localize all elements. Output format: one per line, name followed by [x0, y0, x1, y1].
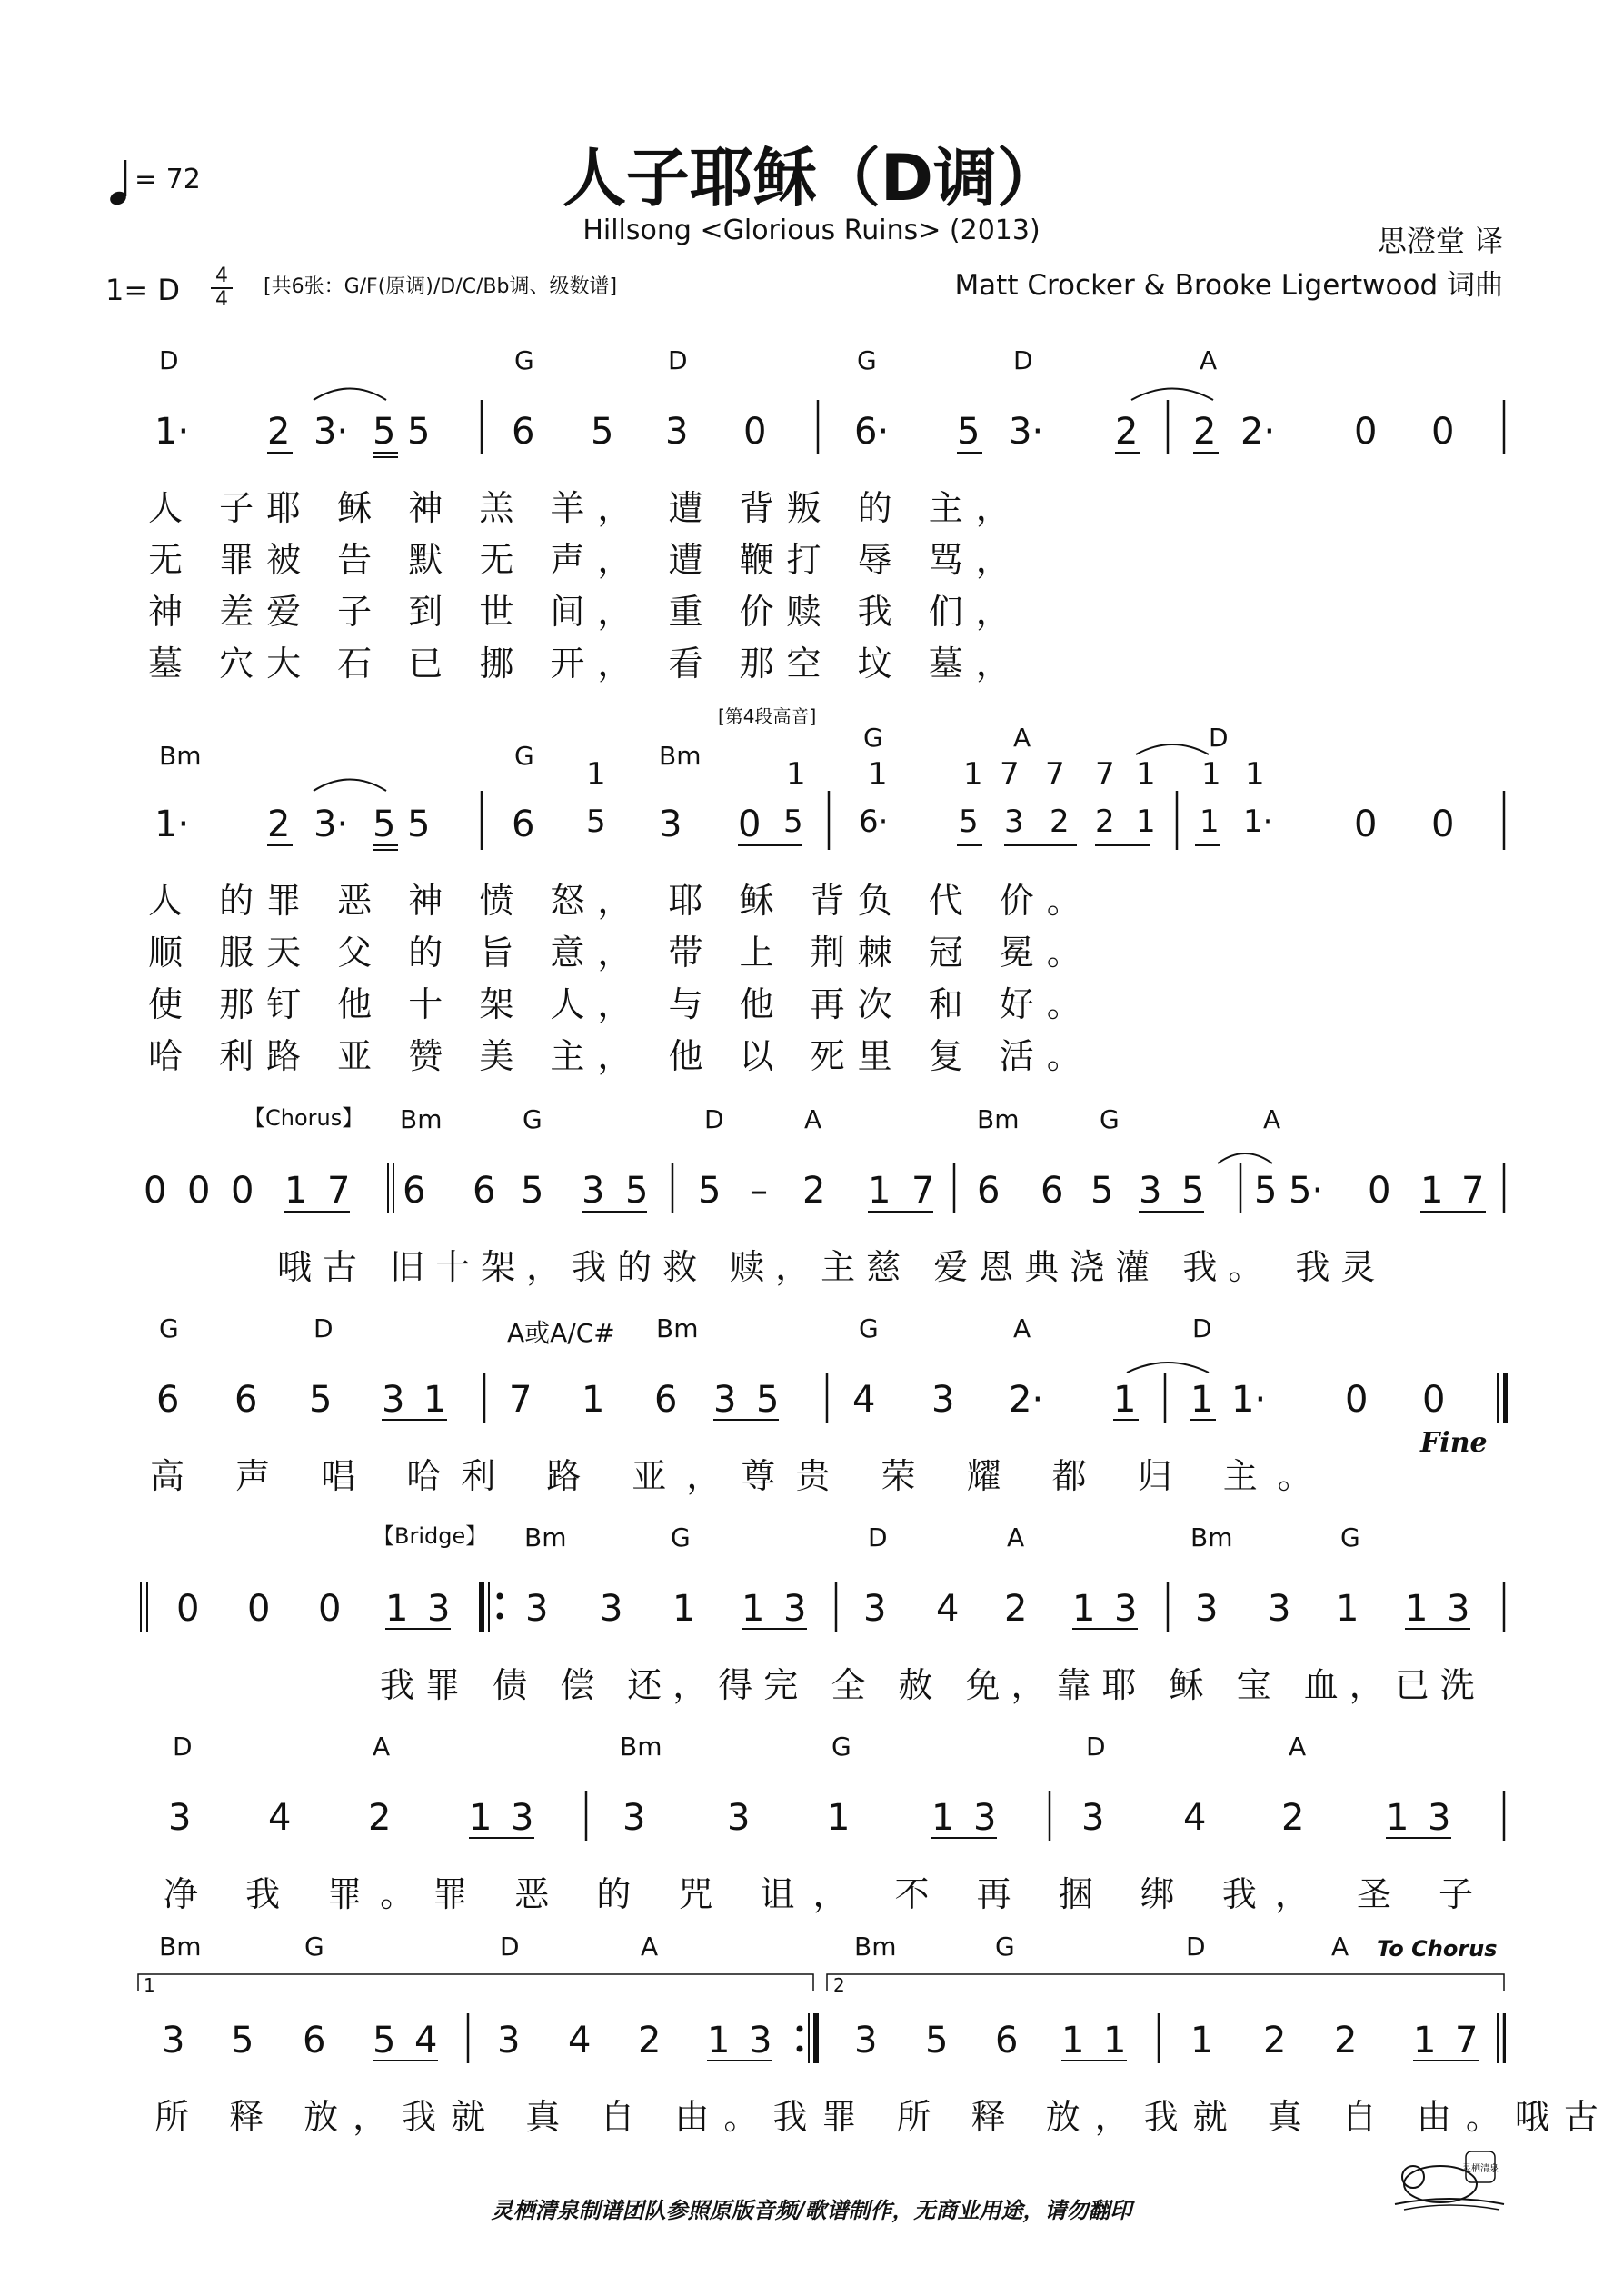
chord: D — [1013, 345, 1033, 375]
lyric-line: 人 子耶 稣 神 羔 羊， 遭 背叛 的 主， — [148, 488, 1023, 528]
note: 6 — [234, 1379, 258, 1421]
note: 0 — [187, 1170, 211, 1212]
note: 6· — [859, 804, 889, 840]
note: 1 — [742, 1588, 765, 1630]
note: 3 — [1004, 804, 1024, 840]
lyric-line: 墓 穴大 石 已 挪 开， 看 那空 坟 墓， — [148, 644, 1023, 684]
footer-note: 灵栖清泉制谱团队参照原版音频/歌谱制作，无商业用途，请勿翻印 — [491, 2197, 1132, 2223]
note: 6 — [995, 2020, 1019, 2061]
note: 6 — [977, 1170, 1001, 1212]
note: 1· — [1243, 804, 1273, 840]
note: 2 — [638, 2020, 662, 2061]
key-note: [共6张：G/F(原调)/D/C/Bb调、级数谱] — [264, 275, 618, 298]
translator: 思澄堂 译 — [1377, 224, 1503, 258]
chord: D — [1192, 1313, 1212, 1343]
note: 0 — [176, 1588, 200, 1630]
note: 6 — [512, 804, 535, 845]
note: 0 — [1431, 804, 1455, 845]
credits: Matt Crocker & Brooke Ligertwood 词曲 — [954, 269, 1503, 302]
note: 3 — [659, 804, 682, 845]
note: 2 — [1004, 1588, 1028, 1630]
upper-note: 1 — [1245, 756, 1265, 793]
note: 1 — [582, 1379, 605, 1421]
lyric-line: 哈 利路 亚 赞 美 主， 他 以 死里 复 活。 — [148, 1036, 1094, 1076]
note: 0 — [231, 1170, 254, 1212]
note: 1 — [1136, 804, 1156, 840]
note: 0 — [1422, 1379, 1446, 1421]
note: 1 — [1420, 1170, 1444, 1212]
note: 3 — [600, 1588, 623, 1630]
note: 3 — [1268, 1588, 1291, 1630]
note: 0 — [743, 411, 767, 453]
note: 3 — [622, 1797, 646, 1839]
time-sig-top: 4 — [215, 265, 228, 287]
note: 3 — [931, 1379, 955, 1421]
logo-text: 灵栖清泉 — [1462, 2164, 1499, 2174]
note: 3 — [973, 1797, 997, 1839]
chord: Bm — [400, 1104, 443, 1134]
chord: A — [1007, 1522, 1025, 1552]
chord: G — [831, 1732, 851, 1762]
note: 5 — [957, 411, 981, 453]
note: 2· — [1240, 411, 1276, 453]
note: 1 — [1200, 804, 1220, 840]
note: 1 — [1103, 2020, 1127, 2061]
chord: D — [704, 1104, 724, 1134]
note: 5 — [231, 2020, 254, 2061]
chord: Bm — [159, 1932, 202, 1962]
chorus-tag: 【Chorus】 — [244, 1105, 364, 1131]
note: 5 — [407, 804, 431, 845]
upper-note: 7 — [1095, 756, 1115, 793]
chord: G — [514, 741, 534, 771]
lyric-line: 使 那钉 他 十 架 人， 与 他 再次 和 好。 — [148, 984, 1094, 1024]
lyric-line: 哦古 旧十架，我的救 赎，主慈 爱恩典浇灌 我。 我灵 — [277, 1247, 1387, 1287]
chord: G — [859, 1313, 879, 1343]
note: 2 — [802, 1170, 826, 1212]
lyric-line: 我罪 债 偿 还，得完 全 赦 免，靠耶 稣 宝 血，已洗 — [380, 1665, 1486, 1705]
lyric-line: 高 声 唱 哈利 路 亚，尊贵 荣 耀 都 归 主。 — [150, 1456, 1332, 1496]
chord: G — [995, 1932, 1015, 1962]
note: 1 — [1386, 1797, 1409, 1839]
upper-note: 1 — [1201, 756, 1221, 793]
chord: A — [1289, 1732, 1307, 1762]
note: 1 — [707, 2020, 731, 2061]
ending-1-label: 1 — [144, 1974, 155, 1996]
note: 3 — [168, 1797, 192, 1839]
note: 5 — [373, 411, 396, 453]
note: 0 — [1354, 804, 1378, 845]
note: 5 — [756, 1379, 780, 1421]
note: 5 — [1254, 1170, 1278, 1212]
upper-note: 7 — [1000, 756, 1020, 793]
chord: Bm — [659, 741, 702, 771]
chord: D — [500, 1932, 520, 1962]
song-subtitle: Hillsong <Glorious Ruins> (2013) — [582, 215, 1041, 246]
note: 1 — [1113, 1379, 1137, 1421]
note: 5 — [373, 804, 396, 845]
note: 2 — [1115, 411, 1139, 453]
note: 0 — [1368, 1170, 1391, 1212]
chord: A — [641, 1932, 659, 1962]
note: 3 — [162, 2020, 185, 2061]
chord: G — [523, 1104, 543, 1134]
chord: A — [373, 1732, 391, 1762]
high-note-tag: [第4段高音] — [718, 705, 817, 727]
note: 1 — [827, 1797, 851, 1839]
note: 7 — [1461, 1170, 1485, 1212]
chord: A — [1200, 345, 1218, 375]
chord: Bm — [524, 1522, 567, 1552]
note: 1· — [154, 411, 190, 453]
note: 4 — [268, 1797, 292, 1839]
note: 3 — [511, 1797, 534, 1839]
upper-note: 1 — [963, 756, 983, 793]
lyric-line: 神 差爱 子 到 世 间， 重 价赎 我 们， — [148, 592, 1023, 632]
lyric-line: 净 我 罪。罪 恶 的 咒 诅， 不 再 捆 绑 我， 圣 子 — [164, 1874, 1492, 1914]
chord: Bm — [854, 1932, 897, 1962]
lyric-line: 所 释 放，我就 真 自 由。我罪 所 释 放，我就 真 自 由。哦古 — [154, 2097, 1613, 2137]
note: 1 — [469, 1797, 493, 1839]
ending-2-label: 2 — [833, 1974, 845, 1996]
note: 5 — [959, 804, 979, 840]
note: 0 — [1354, 411, 1378, 453]
chord: Bm — [656, 1313, 699, 1343]
note: 3· — [1009, 411, 1044, 453]
note: 5 — [1181, 1170, 1205, 1212]
note: 3 — [1428, 1797, 1451, 1839]
fine-marking: Fine — [1420, 1427, 1488, 1459]
note: 5 — [698, 1170, 722, 1212]
note: 5 — [925, 2020, 949, 2061]
note: 5 — [591, 411, 614, 453]
chord: A或A/C# — [507, 1318, 615, 1348]
note: 4 — [1183, 1797, 1207, 1839]
upper-note: 7 — [1045, 756, 1065, 793]
note: 7 — [509, 1379, 533, 1421]
note: 1· — [1231, 1379, 1267, 1421]
note: 3 — [783, 1588, 807, 1630]
note: 6· — [854, 411, 890, 453]
note: 3 — [665, 411, 689, 453]
chord: G — [304, 1932, 324, 1962]
bridge-tag: 【Bridge】 — [373, 1523, 488, 1549]
note: 5 — [309, 1379, 333, 1421]
note: 3 — [525, 1588, 549, 1630]
upper-note: 1 — [868, 756, 888, 793]
note: 4 — [568, 2020, 592, 2061]
note: 1 — [1072, 1588, 1096, 1630]
note: 6 — [654, 1379, 678, 1421]
chord: G — [863, 723, 883, 753]
chord: A — [1013, 723, 1031, 753]
note: 5 — [373, 2020, 396, 2061]
note: 6 — [473, 1170, 496, 1212]
note: 3 — [727, 1797, 751, 1839]
note: 6 — [303, 2020, 326, 2061]
note: 2 — [1095, 804, 1115, 840]
chord: Bm — [1190, 1522, 1233, 1552]
note: 1 — [1190, 2020, 1214, 2061]
time-sig-bottom: 4 — [215, 288, 228, 311]
note: 3 — [1195, 1588, 1219, 1630]
note: 2 — [1334, 2020, 1358, 2061]
chord: D — [1086, 1732, 1106, 1762]
note: 0 — [247, 1588, 271, 1630]
note: 1 — [1405, 1588, 1429, 1630]
note: 5 — [586, 804, 606, 840]
note: 0 — [1345, 1379, 1369, 1421]
chord: D — [159, 345, 179, 375]
chord: D — [868, 1522, 888, 1552]
note: 3 — [713, 1379, 737, 1421]
note: 2 — [1050, 804, 1070, 840]
chord: A — [1013, 1313, 1031, 1343]
lyric-line: 人 的罪 恶 神 愤 怒， 耶 稣 背负 代 价。 — [148, 881, 1094, 921]
chord: A — [1331, 1932, 1349, 1962]
note: 3· — [314, 804, 349, 845]
note: 0 — [318, 1588, 342, 1630]
note: 3 — [749, 2020, 772, 2061]
chord: G — [159, 1313, 179, 1343]
note: 2 — [267, 411, 291, 453]
note: 1 — [284, 1170, 308, 1212]
note: 3 — [497, 2020, 521, 2061]
note: 6 — [512, 411, 535, 453]
note: 2 — [267, 804, 291, 845]
chord: Bm — [620, 1732, 662, 1762]
chord: Bm — [977, 1104, 1020, 1134]
tempo-marking: = 72 — [134, 164, 201, 195]
note: 3 — [1114, 1588, 1138, 1630]
note: 6 — [1041, 1170, 1064, 1212]
lyric-line: 无 罪被 告 默 无 声， 遭 鞭打 辱 骂， — [148, 540, 1023, 580]
note: – — [750, 1170, 768, 1212]
note: 1 — [1190, 1379, 1214, 1421]
chord: D — [1186, 1932, 1206, 1962]
note: 5 — [625, 1170, 649, 1212]
chord: G — [1340, 1522, 1360, 1552]
note: 2 — [368, 1797, 392, 1839]
note: 1 — [868, 1170, 891, 1212]
note: 5· — [1289, 1170, 1324, 1212]
note: 0 — [144, 1170, 167, 1212]
note: 0 — [1431, 411, 1455, 453]
note: 7 — [1455, 2020, 1479, 2061]
lyric-line: 顺 服天 父 的 旨 意， 带 上 荆棘 冠 冕。 — [148, 933, 1094, 973]
key-signature: 1= D — [105, 273, 180, 307]
note: 2· — [1009, 1379, 1044, 1421]
upper-note: 1 — [586, 756, 606, 793]
chord: Bm — [159, 741, 202, 771]
note: 3 — [1447, 1588, 1470, 1630]
note: 7 — [327, 1170, 351, 1212]
upper-note: 1 — [786, 756, 806, 793]
chord: G — [514, 345, 534, 375]
note: 1 — [385, 1588, 409, 1630]
note: 4 — [414, 2020, 438, 2061]
note: 0 — [738, 804, 762, 845]
note: 1 — [672, 1588, 696, 1630]
note: 5 — [1090, 1170, 1114, 1212]
note: 3 — [1139, 1170, 1162, 1212]
note: 3 — [1081, 1797, 1105, 1839]
chord: D — [173, 1732, 193, 1762]
note: 5 — [783, 804, 803, 840]
chord: A — [1263, 1104, 1281, 1134]
note: 6 — [156, 1379, 180, 1421]
note: 3 — [382, 1379, 405, 1421]
note: 3 — [854, 2020, 878, 2061]
note: 7 — [911, 1170, 935, 1212]
to-chorus-marking: To Chorus — [1377, 1936, 1498, 1962]
note: 3 — [582, 1170, 605, 1212]
chord: D — [668, 345, 688, 375]
chord: G — [857, 345, 877, 375]
note: 4 — [936, 1588, 960, 1630]
note: 1 — [1413, 2020, 1437, 2061]
chord: A — [804, 1104, 822, 1134]
note: 3 — [863, 1588, 887, 1630]
note: 3· — [314, 411, 349, 453]
note: 1 — [1061, 2020, 1085, 2061]
note: 1 — [931, 1797, 955, 1839]
note: 2 — [1281, 1797, 1305, 1839]
note: 1 — [423, 1379, 447, 1421]
sheep-logo-icon — [1386, 2141, 1513, 2217]
note: 4 — [852, 1379, 876, 1421]
note: 1· — [154, 804, 190, 845]
chord: D — [1209, 723, 1229, 753]
note: 1 — [1336, 1588, 1359, 1630]
note: 2 — [1193, 411, 1217, 453]
upper-note: 1 — [1136, 756, 1156, 793]
song-title: 人子耶稣（D调） — [562, 141, 1061, 215]
note: 5 — [521, 1170, 544, 1212]
note: 5 — [407, 411, 431, 453]
note: 6 — [403, 1170, 426, 1212]
note: 3 — [427, 1588, 451, 1630]
chord: D — [314, 1313, 334, 1343]
chord: G — [1100, 1104, 1120, 1134]
chord: G — [671, 1522, 691, 1552]
note: 2 — [1263, 2020, 1287, 2061]
